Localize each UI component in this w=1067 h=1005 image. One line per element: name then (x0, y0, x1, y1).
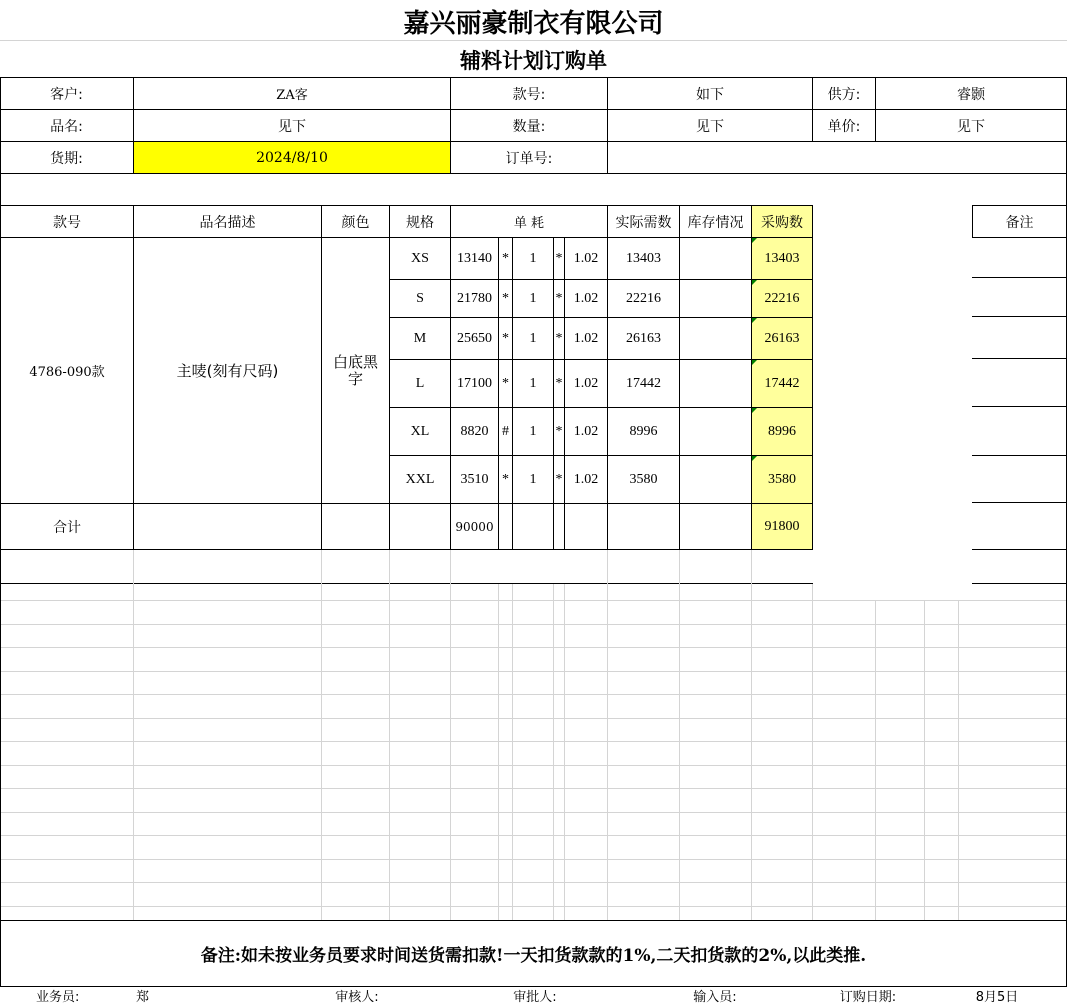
approver-label: 审批人: (513, 990, 557, 1005)
factor-cell: 1.02 (573, 471, 599, 487)
style-no-value: 如下 (696, 86, 724, 103)
operator-cell: * (502, 331, 509, 346)
grid-line (1, 671, 1066, 672)
comment-indicator-icon (752, 318, 757, 323)
col-header-desc: 品名描述 (199, 214, 256, 231)
qty-cell: 13140 (457, 251, 492, 266)
operator-cell: * (555, 471, 563, 487)
col-header-actual: 实际需数 (615, 214, 672, 231)
penalty-note: 备注:如未按业务员要求时间送货需扣款!一天扣货款款的1%,二天扣货款的2%,以此类推. (200, 945, 867, 966)
comment-indicator-icon (752, 456, 757, 461)
actual-qty-cell: 26163 (626, 331, 661, 346)
form-title: 辅料计划订购单 (460, 48, 607, 73)
comment-indicator-icon (752, 280, 757, 285)
grid-line (1, 741, 1066, 742)
grid-line (1, 647, 1066, 648)
size-cell: XXL (405, 471, 435, 487)
actual-qty-cell: 22216 (626, 291, 661, 306)
factor-cell: 1.02 (573, 424, 599, 439)
style-no-label: 款号: (512, 86, 546, 103)
size-cell: M (413, 331, 427, 346)
purchase-qty-cell[interactable]: 17442 (764, 376, 800, 391)
operator-cell: * (502, 376, 509, 391)
total-purchase: 91800 (764, 518, 800, 534)
item-name-value: 见下 (278, 118, 306, 135)
supplier-value: 睿颢 (957, 86, 985, 103)
factor-cell: 1.02 (573, 291, 599, 306)
actual-qty-cell: 8996 (629, 424, 658, 439)
factor-cell: 1.02 (573, 251, 599, 266)
usage-cell: 1 (529, 471, 537, 487)
delivery-value[interactable]: 2024/8/10 (256, 149, 328, 166)
size-cell: S (416, 291, 424, 306)
usage-cell: 1 (529, 376, 537, 391)
order-date-value[interactable]: 8月5日 (975, 990, 1019, 1005)
grid-line (1, 812, 1066, 813)
grid-line (1, 765, 1066, 766)
col-header-remark: 备注 (1005, 214, 1034, 231)
qty-cell: 3510 (460, 471, 489, 487)
supplier-label: 供方: (827, 86, 861, 103)
grid-line (1, 788, 1066, 789)
quantity-label: 数量: (512, 118, 546, 135)
grid-line (1, 624, 1066, 625)
grid-line (1, 600, 1066, 601)
col-header-size: 规格 (406, 214, 434, 231)
operator-cell: * (555, 424, 563, 439)
item-color (322, 238, 389, 503)
grid-line (1, 718, 1066, 719)
purchase-qty-cell[interactable]: 3580 (768, 471, 796, 487)
grid-line (1, 882, 1066, 883)
comment-indicator-icon (752, 238, 757, 243)
operator-cell: * (502, 471, 509, 487)
qty-cell: 25650 (457, 331, 492, 346)
reviewer-label: 审核人: (335, 990, 379, 1005)
order-no-label: 订单号: (505, 150, 553, 167)
operator-cell: * (555, 291, 563, 306)
col-header-purchase: 采购数 (761, 214, 803, 231)
col-header-style: 款号 (53, 214, 81, 231)
grid-line (1, 859, 1066, 860)
qty-cell: 21780 (457, 291, 492, 306)
usage-cell: 1 (529, 331, 537, 346)
item-description: 主唛(刻有尺码) (176, 362, 279, 380)
purchase-qty-cell[interactable]: 8996 (768, 424, 796, 439)
unit-price-label: 单价: (827, 118, 861, 135)
unit-price-value: 见下 (957, 118, 985, 135)
col-header-color: 颜色 (341, 214, 370, 231)
total-qty: 90000 (455, 519, 494, 534)
actual-qty-cell: 17442 (626, 376, 661, 391)
size-cell: L (415, 376, 425, 391)
grid-line (1, 694, 1066, 695)
usage-cell: 1 (529, 251, 537, 266)
total-label: 合计 (53, 519, 81, 536)
qty-cell: 17100 (457, 376, 492, 391)
col-header-stock: 库存情况 (687, 214, 744, 231)
customer-label: 客户: (50, 86, 83, 103)
qty-cell: 8820 (460, 424, 489, 439)
usage-cell: 1 (529, 291, 537, 306)
order-date-label: 订购日期: (839, 990, 897, 1005)
purchase-qty-cell[interactable]: 13403 (764, 251, 800, 266)
delivery-label: 货期: (50, 150, 83, 167)
purchase-qty-cell[interactable]: 26163 (764, 331, 800, 346)
comment-indicator-icon (752, 408, 757, 413)
operator-cell: * (555, 331, 563, 346)
salesman-value[interactable]: 郑 (136, 990, 150, 1005)
grid-line (1, 835, 1066, 836)
usage-cell: 1 (529, 424, 537, 439)
size-cell: XL (410, 424, 430, 439)
order-no-value[interactable] (608, 142, 1066, 173)
item-color-line1: 白底黑 (332, 352, 378, 371)
item-color-line2: 字 (347, 369, 363, 388)
operator-cell: * (502, 291, 509, 306)
salesman-label: 业务员: (36, 990, 80, 1005)
customer-value: ZA客 (276, 88, 308, 103)
actual-qty-cell: 13403 (626, 251, 661, 266)
factor-cell: 1.02 (573, 331, 599, 346)
actual-qty-cell: 3580 (629, 471, 658, 487)
company-title: 嘉兴丽豪制衣有限公司 (403, 8, 664, 39)
purchase-qty-cell[interactable]: 22216 (764, 291, 800, 306)
size-cell: XS (411, 251, 429, 266)
item-style-no: 4786-090款 (29, 365, 105, 380)
factor-cell: 1.02 (573, 376, 599, 391)
inputter-label: 输入员: (693, 990, 737, 1005)
operator-cell: * (555, 251, 563, 266)
operator-cell: # (502, 424, 509, 439)
item-name-label: 品名: (50, 118, 83, 135)
grid-line (1, 906, 1066, 907)
quantity-value: 见下 (696, 118, 724, 135)
col-header-usage: 单 耗 (513, 216, 545, 231)
comment-indicator-icon (752, 360, 757, 365)
operator-cell: * (555, 376, 563, 391)
operator-cell: * (502, 251, 509, 266)
